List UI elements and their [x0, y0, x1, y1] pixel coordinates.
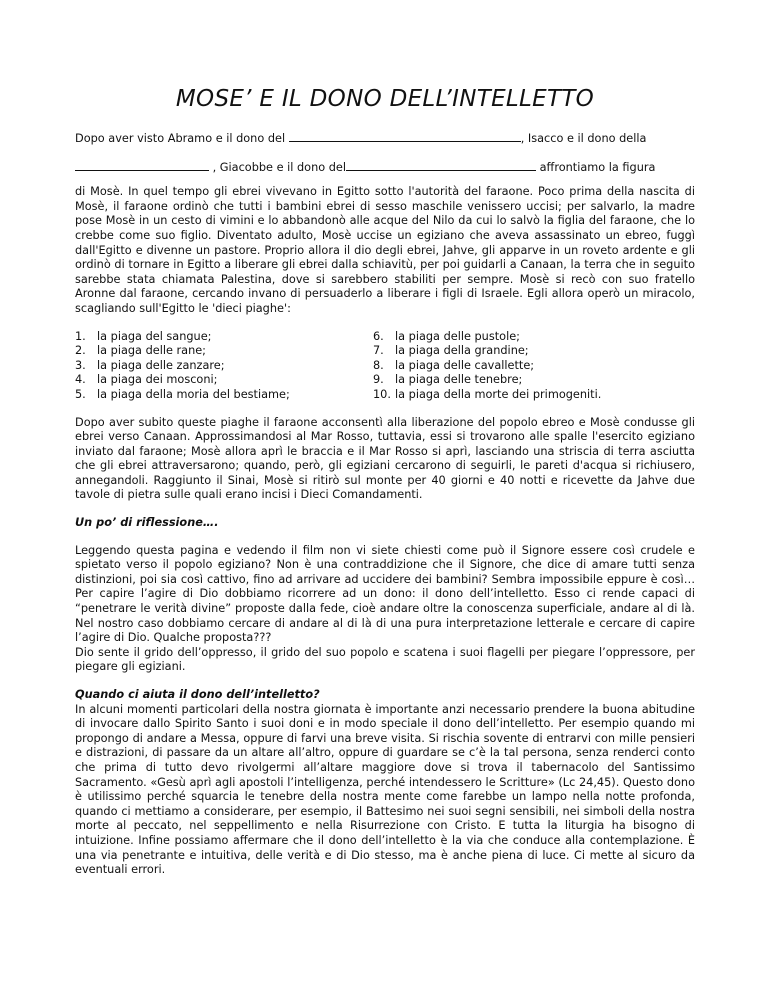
list-item: 1. la piaga del sangue; — [75, 329, 212, 343]
section-heading-reflection: Un po’ di riflessione…. — [75, 516, 219, 530]
list-item: 4. la piaga dei mosconi; — [75, 373, 218, 387]
paragraph-reflection: Leggendo questa pagina e vedendo il film non vi siete chiesti come può il Signore essere così crudele e spietato verso il popolo egiziano? Non è una contraddizione che il Signore, che dice di amare tutti senza distinzioni, poi sia così cattivo, fino ad arrivare ad uccidere dei bambini? Sembra impossibile eppure è così… Per capire l’agire di Dio dobbiamo ricorrere ad un dono: il dono dell’intelletto. Esso ci rende capaci di “penetrare le verità divine” proposte dalla fede, cioè andare oltre la conoscenza superficiale, andare al di là. Nel nostro caso dobbiamo cercare di andare al di là di una pura interpretazione letterale e cercare di capire l’agire di Dio. Qualche proposta??? — [75, 543, 695, 645]
section-heading-intellect: Quando ci aiuta il dono dell’intelletto? — [75, 688, 320, 701]
plagues-list — [75, 330, 695, 403]
paragraph-intellect: In alcuni momenti particolari della nostra giornata è importante anzi necessario prendere la buona abitudine di invocare dallo Spirito Santo i suoi doni e in modo speciale il dono dell’intelletto. Per esempio quando mi propongo di andare a Messa, oppure di farvi una breve visita. Si rischia sovente di entrarvi con mille pensieri e distrazioni, di passare da un altare all’altro, oppure di guardare se c’è la tal persona, senza renderci conto che prima di tutto devo rivolgermi all’altare maggiore dove si trova il tabernacolo del Santissimo Sacramento. «Gesù aprì agli apostoli l’intelligenza, perché intendessero le Scritture» (Lc 24,45). Questo dono è utilissimo perché squarcia le tenebre della nostra mente come farebbe un lampo nella notte profonda, quando ci mettiamo a considerare, per esempio, il Battesimo nei suoi segni sensibili, nei simboli della nostra morte al peccato, nel seppellimento e nella Risurrezione con Cristo. E tutta la liturgia ha bisogno di intuizione. Infine possiamo affermare che il dono dell’intelletto è la via che conduce alla contemplazione. È una via penetrante e intuitiva, delle verità e di Dio stesso, ma è anche piena di luce. Ci mette al sicuro da eventuali errori. — [75, 702, 695, 877]
fill-blank[interactable] — [289, 130, 521, 142]
paragraph-moses-story: di Mosè. In quel tempo gli ebrei vivevano in Egitto sotto l'autorità del faraone. Poco prima della nascita di Mosè, il faraone ordinò che tutti i bambini ebrei di sesso maschile venissero uccisi; per salvarlo, la madre pose Mosè in un cesto di vimini e lo abbandonò alle acque del Nilo da cui lo salvò la figlia del faraone, che lo crebbe come suo figlio. Diventato adulto, Mosè uccise un egiziano che aveva assassinato un ebreo, fuggì dall'Egitto e divenne un pastore. Proprio allora il dio degli ebrei, Jahve, gli apparve in un roveto ardente e gli ordinò di tornare in Egitto a liberare gli ebrei dalla schiavitù, per poi guidarli a Canaan, la terra che in seguito sarebbe stata chiamata Palestina, dove si sarebbero stabiliti per sempre. Mosè si recò con suo fratello Aronne dal faraone, cercando invano di persuaderlo a liberare i figli di Israele. Egli allora operò un miracolo, scagliando sull'Egitto le 'dieci piaghe': — [75, 185, 695, 315]
list-item: 9. la piaga delle tenebre; — [373, 373, 523, 387]
intro-text: , Isacco e il dono della — [520, 132, 647, 145]
list-item: 6. la piaga delle pustole; — [373, 329, 520, 343]
list-item: 10. la piaga della morte dei primogeniti. — [373, 387, 602, 401]
plagues-column-left — [75, 330, 373, 403]
intro-text: , Giacobbe e il dono del — [212, 160, 347, 174]
list-item: 5. la piaga della moria del bestiame; — [75, 387, 290, 401]
intro-line-1 — [75, 130, 695, 147]
intro-line-2 — [75, 159, 695, 176]
page-title: MOSE’ E IL DONO DELL’INTELLETTO — [175, 86, 595, 112]
intro-text: Dopo aver visto Abramo e il dono del — [75, 132, 286, 145]
list-item: 8. la piaga delle cavallette; — [373, 358, 535, 372]
fill-blank[interactable] — [346, 159, 536, 171]
plagues-column-right — [373, 330, 601, 403]
list-item: 2. la piaga delle rane; — [75, 344, 206, 358]
intro-text: affrontiamo la figura — [539, 160, 656, 174]
document-page — [75, 86, 695, 878]
list-item: 3. la piaga delle zanzare; — [75, 358, 225, 372]
paragraph-red-sea: Dopo aver subito queste piaghe il faraone acconsentì alla liberazione del popolo ebreo e Mosè condusse gli ebrei verso Canaan. Approssimandosi al Mar Rosso, tuttavia, essi si trovarono alle spalle l'esercito egiziano inviato dal faraone; Mosè allora aprì le braccia e il Mar Rosso si aprì, lasciando una striscia di terra asciutta che gli ebrei attraversarono; quando, però, gli egiziani cercarono di seguirli, le pareti d'acqua si richiusero, annegandoli. Raggiunto il Sinai, Mosè si ritirò sul monte per 40 giorni e 40 notti e ricevette da Jahve due tavole di pietra sulle quali erano incisi i Dieci Comandamenti. — [75, 415, 695, 502]
paragraph-oppressed: Dio sente il grido dell’oppresso, il grido del suo popolo e scatena i suoi flagelli per piegare l’oppressore, per piegare gli egiziani. — [75, 645, 695, 674]
fill-blank[interactable] — [75, 159, 209, 171]
list-item: 7. la piaga della grandine; — [373, 344, 529, 358]
